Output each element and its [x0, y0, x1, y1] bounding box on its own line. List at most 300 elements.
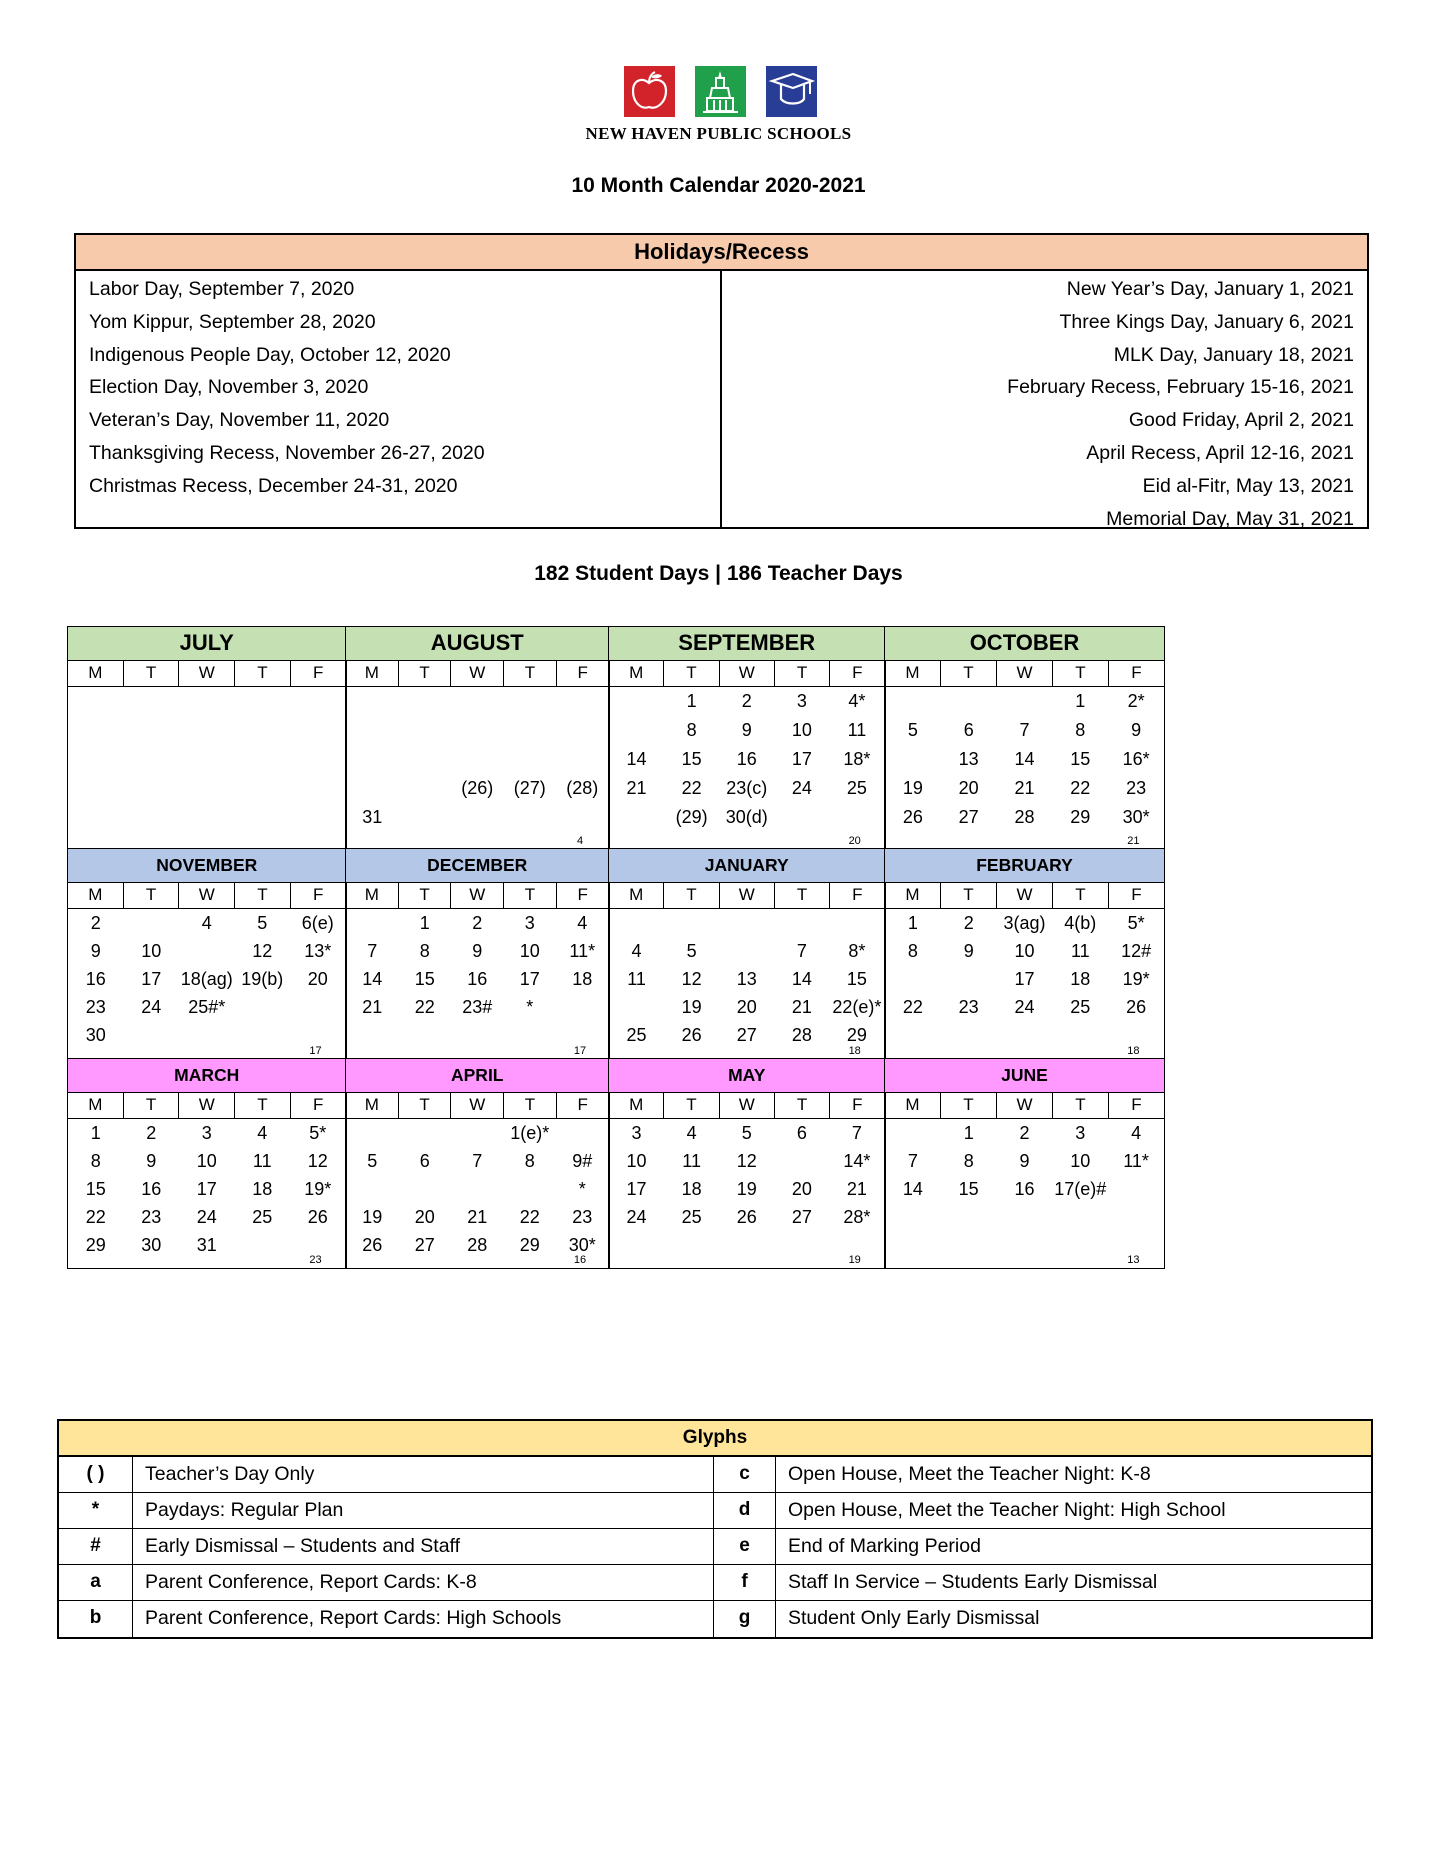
- day-cell: 15: [85, 1179, 106, 1199]
- day-cell: (27): [513, 778, 546, 798]
- glyph-symbol: e: [714, 1529, 776, 1564]
- weekday-label: F: [312, 1095, 324, 1114]
- month-april: [345, 1058, 610, 1269]
- holiday-item: New Year’s Day, January 1, 2021: [1066, 278, 1354, 300]
- day-cell: 11: [682, 1151, 701, 1171]
- day-cell: 19*: [304, 1179, 332, 1199]
- weekday-label: F: [312, 663, 324, 682]
- day-cell: [290, 993, 346, 1021]
- day-cell: 14*: [843, 1151, 871, 1171]
- day-cell: 23#: [462, 997, 493, 1017]
- building-icon: [695, 66, 746, 117]
- day-cell: 3: [201, 1123, 212, 1143]
- day-cell: 14: [791, 969, 812, 989]
- day-cell: 5*: [1127, 913, 1145, 933]
- week-row: [609, 1203, 885, 1231]
- day-cell: 31: [362, 807, 383, 827]
- day-cell: 10: [196, 1151, 217, 1171]
- day-cell: [609, 1231, 664, 1259]
- day-cell: 5*: [309, 1123, 327, 1143]
- day-cell: 12: [736, 1151, 757, 1171]
- weekday-label: T: [664, 883, 719, 908]
- week-row: [68, 1175, 346, 1203]
- day-cell: 4: [257, 1123, 268, 1143]
- day-count: 4: [576, 834, 584, 847]
- day-cell: [235, 745, 291, 774]
- day-cell: 18(ag): [180, 969, 233, 989]
- week-row: [885, 774, 1164, 803]
- holiday-item: Good Friday, April 2, 2021: [1128, 409, 1354, 432]
- day-cell: 24: [791, 778, 812, 798]
- week-row: [346, 745, 609, 774]
- day-cell: 7: [907, 1151, 918, 1171]
- day-cell: 24: [626, 1207, 647, 1227]
- day-cell: 29: [85, 1235, 106, 1255]
- weekday-label: T: [664, 661, 719, 686]
- month-name: JANUARY: [609, 849, 885, 883]
- holiday-item: Three Kings Day, January 6, 2021: [1059, 310, 1354, 333]
- day-cell: [1108, 1203, 1164, 1231]
- glyph-description: Open House, Meet the Teacher Night: K-8: [788, 1463, 1151, 1485]
- week-row: [68, 745, 346, 774]
- week-row: [609, 1175, 885, 1203]
- day-cell: [556, 687, 609, 716]
- month-march: [67, 1058, 347, 1269]
- day-cell: [941, 687, 997, 716]
- day-cell: 9: [146, 1151, 157, 1171]
- day-cell: 11*: [569, 941, 596, 961]
- glyph-symbol: d: [714, 1493, 776, 1528]
- weekday-label: M: [609, 661, 664, 686]
- day-cell: 27: [791, 1207, 812, 1227]
- week-row: [68, 937, 346, 965]
- day-cell: [346, 774, 399, 803]
- glyph-symbol: #: [59, 1529, 133, 1564]
- week-row: [885, 965, 1164, 993]
- day-cell: 10: [519, 941, 540, 961]
- day-cell: 11*: [1123, 1151, 1149, 1171]
- month-name: AUGUST: [346, 627, 609, 661]
- weekday-label: M: [346, 1093, 399, 1118]
- day-cell: [68, 803, 124, 832]
- day-cell: [290, 774, 346, 803]
- day-cell: [885, 1231, 941, 1259]
- day-cell: [774, 1231, 829, 1259]
- holiday-item: Indigenous People Day, October 12, 2020: [89, 343, 451, 366]
- day-cell: [609, 909, 664, 937]
- weekday-label: T: [399, 1093, 452, 1118]
- day-cell: [885, 745, 941, 774]
- month-october: [884, 626, 1165, 850]
- day-cell: 10: [626, 1151, 647, 1171]
- day-cell: 17: [141, 969, 162, 989]
- glyph-description: End of Marking Period: [788, 1535, 981, 1557]
- month-june: [884, 1058, 1165, 1269]
- week-row: [346, 937, 609, 965]
- glyph-row: [59, 1601, 1371, 1637]
- day-cell: [885, 1021, 941, 1049]
- day-cell: 26: [307, 1207, 328, 1227]
- weekday-label: T: [399, 661, 452, 686]
- day-cell: 22: [414, 997, 435, 1017]
- day-cell: [719, 1231, 774, 1259]
- glyph-description: Student Only Early Dismissal: [788, 1607, 1040, 1629]
- day-count: 20: [848, 834, 861, 847]
- weekday-label: T: [775, 661, 830, 686]
- day-cell: 23: [958, 997, 979, 1017]
- day-cell: 17: [791, 749, 812, 769]
- day-cell: 19: [902, 778, 923, 798]
- day-cell: 3: [524, 913, 535, 933]
- day-cell: 23: [141, 1207, 162, 1227]
- day-cell: [719, 937, 774, 965]
- week-row: [346, 1203, 609, 1231]
- week-row: [885, 993, 1164, 1021]
- weekday-label: M: [885, 883, 941, 908]
- weekday-label: T: [399, 883, 452, 908]
- day-cell: [504, 745, 557, 774]
- day-cell: 8: [963, 1151, 974, 1171]
- day-cell: [556, 803, 609, 832]
- day-cell: 13: [736, 969, 757, 989]
- day-cell: 4: [631, 941, 642, 961]
- day-cell: 1: [90, 1123, 101, 1143]
- weekday-label: T: [504, 661, 557, 686]
- day-cell: 9: [741, 720, 752, 740]
- day-cell: [124, 716, 180, 745]
- weekday-label: M: [68, 661, 124, 686]
- day-cell: 6: [419, 1151, 430, 1171]
- weekday-label: T: [124, 883, 180, 908]
- day-cell: 26: [736, 1207, 757, 1227]
- day-cell: 3: [796, 691, 807, 711]
- day-count: 19: [848, 1253, 861, 1266]
- month-name: OCTOBER: [885, 627, 1164, 661]
- month-september: [608, 626, 886, 850]
- week-row: [346, 1175, 609, 1203]
- day-cell: [774, 909, 829, 937]
- day-cell: [124, 687, 180, 716]
- glyph-description: Staff In Service – Students Early Dismissal: [788, 1571, 1158, 1593]
- weekday-header: [609, 1093, 885, 1119]
- month-name: JUNE: [885, 1059, 1164, 1093]
- day-cell: 11: [1070, 941, 1090, 961]
- weekday-header: [609, 661, 885, 687]
- weekday-header: [346, 883, 609, 909]
- day-cell: [68, 745, 124, 774]
- weekday-label: W: [720, 883, 775, 908]
- day-cell: 1: [1075, 691, 1086, 711]
- day-cell: [124, 1021, 180, 1049]
- day-cell: 8: [1075, 720, 1086, 740]
- day-cell: 29: [519, 1235, 540, 1255]
- week-row: [885, 1147, 1164, 1175]
- week-row: [885, 909, 1164, 937]
- day-count: 21: [1127, 834, 1140, 847]
- day-cell: 25: [846, 778, 867, 798]
- day-cell: 5: [907, 720, 918, 740]
- glyph-description: Parent Conference, Report Cards: High Schools: [133, 1601, 714, 1637]
- weekday-label: W: [179, 661, 235, 686]
- weekday-label: W: [997, 661, 1053, 686]
- weekday-label: T: [235, 883, 291, 908]
- weekday-label: T: [504, 883, 557, 908]
- holidays-table: [74, 233, 1369, 529]
- holiday-item: MLK Day, January 18, 2021: [1113, 343, 1354, 366]
- day-cell: [235, 687, 291, 716]
- day-cell: 9: [90, 941, 101, 961]
- day-cell: 7: [796, 941, 807, 961]
- day-cell: 13*: [304, 941, 332, 961]
- glyph-description: Parent Conference, Report Cards: K-8: [133, 1565, 714, 1600]
- day-cell: [829, 909, 884, 937]
- org-name: NEW HAVEN PUBLIC SCHOOLS: [585, 124, 852, 143]
- day-cell: 15: [1070, 749, 1091, 769]
- day-cell: 28*: [843, 1207, 871, 1227]
- weekday-label: M: [609, 1093, 664, 1118]
- day-cell: 25: [252, 1207, 273, 1227]
- day-cell: 17: [1014, 969, 1035, 989]
- day-cell: 21: [791, 997, 812, 1017]
- day-cell: [235, 803, 291, 832]
- day-count: 13: [1127, 1253, 1140, 1266]
- weekday-label: T: [235, 1093, 291, 1118]
- day-cell: 2: [1019, 1123, 1030, 1143]
- day-cell: [774, 1147, 829, 1175]
- weekday-label: F: [1131, 663, 1142, 682]
- week-row: [346, 687, 609, 716]
- day-cell: 29: [846, 1025, 867, 1045]
- week-row: [609, 803, 885, 832]
- month-name: NOVEMBER: [68, 849, 346, 883]
- weekday-label: F: [852, 663, 863, 682]
- glyph-symbol: g: [714, 1601, 776, 1637]
- day-cell: 11: [847, 720, 867, 740]
- day-cell: 20: [414, 1207, 435, 1227]
- day-cell: 5: [257, 913, 268, 933]
- day-cell: [664, 909, 719, 937]
- day-cell: [346, 1021, 399, 1049]
- day-cell: 19: [362, 1207, 383, 1227]
- day-cell: 18: [252, 1179, 273, 1199]
- month-name: JULY: [68, 627, 346, 661]
- day-cell: (28): [566, 778, 599, 798]
- day-cell: 4: [686, 1123, 697, 1143]
- day-cell: 26: [681, 1025, 702, 1045]
- weekday-label: M: [346, 661, 399, 686]
- weekday-label: W: [720, 1093, 775, 1118]
- day-cell: 7: [1019, 720, 1030, 740]
- weekday-label: T: [235, 661, 291, 686]
- week-row: [609, 965, 885, 993]
- holidays-right-column: [722, 271, 1368, 530]
- day-cell: [179, 803, 235, 832]
- weekday-label: W: [451, 661, 504, 686]
- day-cell: 6(e): [301, 913, 334, 933]
- week-row: [346, 965, 609, 993]
- day-cell: 15: [846, 969, 867, 989]
- day-cell: 8: [524, 1151, 535, 1171]
- glyphs-legend: [57, 1419, 1373, 1639]
- weekday-label: F: [312, 885, 324, 904]
- week-row: [885, 803, 1164, 832]
- week-row: [346, 803, 609, 832]
- month-name: DECEMBER: [346, 849, 609, 883]
- day-cell: 9: [472, 941, 483, 961]
- day-cell: [556, 1119, 609, 1147]
- day-cell: 2: [963, 913, 974, 933]
- weekday-label: W: [451, 883, 504, 908]
- weekday-label: F: [577, 663, 588, 682]
- day-cell: 25: [626, 1025, 647, 1045]
- week-row: [346, 1119, 609, 1147]
- day-count: 18: [848, 1044, 861, 1057]
- day-cell: 6: [796, 1123, 807, 1143]
- glyph-symbol: ( ): [59, 1457, 133, 1492]
- day-cell: 2: [472, 913, 483, 933]
- month-august: [345, 626, 610, 850]
- day-cell: [829, 803, 884, 832]
- day-cell: [399, 803, 452, 832]
- week-row: [609, 716, 885, 745]
- week-row: [346, 774, 609, 803]
- day-cell: [124, 745, 180, 774]
- week-row: [346, 909, 609, 937]
- day-cell: 15: [958, 1179, 979, 1199]
- day-cell: 4: [1131, 1123, 1142, 1143]
- day-cell: [609, 687, 664, 716]
- day-cell: 5: [367, 1151, 378, 1171]
- day-cell: 27: [736, 1025, 757, 1045]
- weekday-label: F: [1131, 885, 1142, 904]
- day-cell: [451, 716, 504, 745]
- week-row: [346, 716, 609, 745]
- holiday-item: Memorial Day, May 31, 2021: [1106, 507, 1354, 530]
- glyph-row: [59, 1529, 1371, 1565]
- glyph-description: Open House, Meet the Teacher Night: High School: [788, 1499, 1226, 1521]
- day-cell: 20: [791, 1179, 812, 1199]
- weekday-header: [68, 1093, 346, 1119]
- week-row: [68, 687, 346, 716]
- day-cell: 25#*: [188, 997, 226, 1017]
- week-row: [609, 1119, 885, 1147]
- month-name: MAY: [609, 1059, 885, 1093]
- day-cell: [609, 803, 664, 832]
- day-cell: 8: [686, 720, 697, 740]
- day-cell: 18: [572, 969, 593, 989]
- week-row: [68, 1147, 346, 1175]
- day-cell: [235, 716, 291, 745]
- day-cell: 16: [141, 1179, 162, 1199]
- day-cell: 1: [963, 1123, 974, 1143]
- holiday-item: Labor Day, September 7, 2020: [89, 278, 355, 300]
- day-cell: [609, 716, 664, 745]
- weekday-label: T: [775, 883, 830, 908]
- weekday-label: M: [885, 1093, 941, 1118]
- day-cell: [504, 716, 557, 745]
- day-cell: [235, 774, 291, 803]
- weekday-header: [885, 661, 1164, 687]
- day-cell: 9: [963, 941, 974, 961]
- weekday-label: W: [997, 883, 1053, 908]
- week-row: [885, 1119, 1164, 1147]
- day-cell: 5: [741, 1123, 752, 1143]
- weekday-label: M: [68, 1093, 124, 1118]
- day-cell: 17(e)#: [1054, 1179, 1107, 1199]
- day-cell: [290, 745, 346, 774]
- day-cell: 21: [362, 997, 383, 1017]
- week-row: [68, 1203, 346, 1231]
- day-cell: 20: [958, 778, 979, 798]
- weekday-label: T: [504, 1093, 557, 1118]
- day-cell: 30: [141, 1235, 162, 1255]
- week-row: [346, 993, 609, 1021]
- week-row: [885, 687, 1164, 716]
- day-cell: 12: [252, 941, 273, 961]
- weekday-label: W: [179, 883, 235, 908]
- day-cell: [179, 1021, 235, 1049]
- day-cell: 8*: [848, 941, 866, 961]
- weekday-label: M: [346, 883, 399, 908]
- glyph-symbol: a: [59, 1565, 133, 1600]
- day-cell: 16*: [1122, 749, 1150, 769]
- day-cell: [556, 716, 609, 745]
- day-cell: 4*: [848, 691, 866, 711]
- glyph-symbol: b: [59, 1601, 133, 1637]
- week-row: [68, 993, 346, 1021]
- day-cell: 22: [519, 1207, 540, 1227]
- weekday-label: F: [852, 1095, 863, 1114]
- week-row: [68, 965, 346, 993]
- weekday-label: T: [1053, 1093, 1109, 1118]
- glyph-symbol: c: [714, 1457, 776, 1492]
- day-cell: [399, 745, 452, 774]
- day-cell: [235, 1231, 291, 1259]
- day-cell: 27: [414, 1235, 435, 1255]
- day-cell: 1: [686, 691, 697, 711]
- day-cell: 17: [626, 1179, 647, 1199]
- week-row: [885, 1203, 1164, 1231]
- weekday-label: W: [997, 1093, 1053, 1118]
- week-row: [609, 937, 885, 965]
- week-row: [68, 1119, 346, 1147]
- day-cell: 30(d): [725, 807, 768, 827]
- day-cell: 3: [631, 1123, 642, 1143]
- day-cell: [68, 687, 124, 716]
- day-cell: 8: [419, 941, 430, 961]
- month-january: [608, 848, 886, 1060]
- day-cell: 6: [963, 720, 974, 740]
- day-cell: 7: [851, 1123, 862, 1143]
- day-cell: [179, 774, 235, 803]
- day-cell: 5: [686, 941, 697, 961]
- day-cell: 29: [1070, 807, 1091, 827]
- day-count: 23: [309, 1253, 322, 1266]
- day-cell: [504, 687, 557, 716]
- day-cell: [556, 993, 609, 1021]
- day-cell: 10: [1014, 941, 1035, 961]
- day-cell: 25: [1070, 997, 1091, 1017]
- glyph-description: Paydays: Regular Plan: [133, 1493, 714, 1528]
- week-row: [885, 937, 1164, 965]
- holidays-left-column: [76, 271, 722, 527]
- day-cell: 3(ag): [1003, 913, 1046, 933]
- day-cell: [346, 687, 399, 716]
- month-december: [345, 848, 610, 1060]
- day-cell: 2*: [1127, 691, 1145, 711]
- day-cell: 4: [577, 913, 588, 933]
- day-cell: [997, 1231, 1053, 1259]
